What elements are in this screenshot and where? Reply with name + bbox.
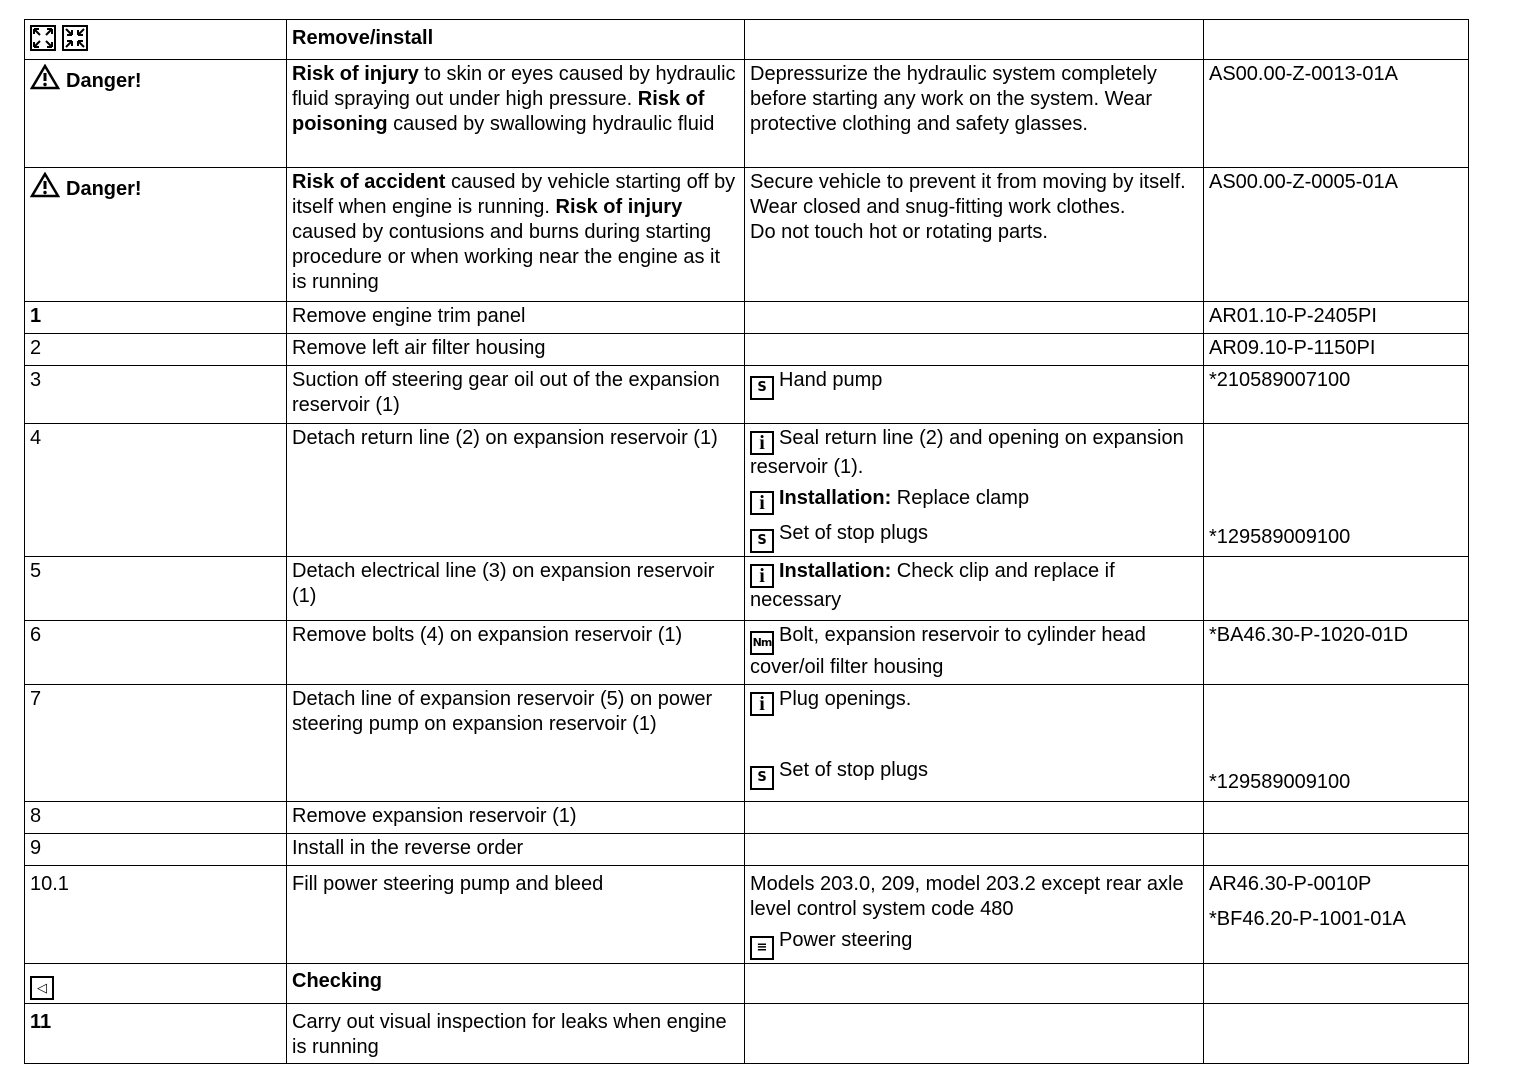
- info-icon: i: [750, 564, 774, 588]
- step-text: Detach return line (2) on expansion reservoir (1): [287, 424, 745, 557]
- remove-icon: [30, 25, 56, 51]
- step-number: 9: [25, 834, 287, 866]
- step-ref: *210589007100: [1204, 366, 1469, 424]
- step-number: 2: [25, 334, 287, 366]
- warning-icon: [30, 172, 60, 198]
- step-number: 6: [25, 621, 287, 685]
- step-text: Suction off steering gear oil out of the expansion reservoir (1): [287, 366, 745, 424]
- step-row: [25, 302, 1469, 334]
- step-number: 4: [25, 424, 287, 557]
- step-ref: AR01.10-P-2405PI: [1204, 302, 1469, 334]
- danger-risk: Risk of injury to skin or eyes caused by hydraulic fluid spraying out under high pressure. Risk of poisoning caused by swallowing hydraulic fluid: [287, 60, 745, 168]
- warning-icon: [30, 64, 60, 90]
- section-title: Checking: [287, 963, 745, 1004]
- step-row: [25, 1004, 1469, 1064]
- step-note: Replace clamp: [891, 487, 1030, 509]
- step-row: 5 Detach electrical line (3) on expansion reservoir (1) i Installation: Check clip and replace if necessary: [25, 557, 1469, 621]
- step-row: [25, 685, 1469, 802]
- step-note: Plug openings.: [779, 688, 912, 710]
- tool-icon: S: [750, 766, 774, 790]
- step-note: Power steering: [779, 929, 913, 951]
- step-ref: AR46.30-P-0010P: [1209, 873, 1372, 895]
- step-number: 3: [25, 366, 287, 424]
- info-icon: i: [750, 491, 774, 515]
- step-row: [25, 834, 1469, 866]
- step-note: Bolt, expansion reservoir to cylinder head cover/oil filter housing: [750, 624, 1146, 678]
- step-row: [25, 366, 1469, 424]
- step-number: 10.1: [25, 866, 287, 964]
- procedure-table: [24, 19, 1469, 1064]
- danger-label: Danger!: [66, 178, 142, 200]
- tool-icon: S: [750, 529, 774, 553]
- header-icons-cell: [25, 20, 287, 60]
- step-text: Remove bolts (4) on expansion reservoir (1): [287, 621, 745, 685]
- step-text: Install in the reverse order: [287, 834, 745, 866]
- install-icon: [62, 25, 88, 51]
- danger-ref: AS00.00-Z-0005-01A: [1204, 168, 1469, 302]
- step-ref: *129589009100: [1204, 424, 1469, 557]
- step-ref: *BA46.30-P-1020-01D: [1204, 621, 1469, 685]
- section-title: Remove/install: [287, 20, 745, 60]
- step-ref: *BF46.20-P-1001-01A: [1209, 908, 1406, 930]
- danger-measure: Secure vehicle to prevent it from moving by itself. Wear closed and snug-fitting work clothes. Do not touch hot or rotating parts.: [745, 168, 1204, 302]
- header-row: [25, 20, 1469, 60]
- step-note: Hand pump: [779, 369, 883, 391]
- check-icon: ◁: [30, 976, 54, 1000]
- step-note: Check clip and replace if necessary: [750, 560, 1115, 611]
- torque-icon: Nm: [750, 631, 774, 655]
- tool-icon: S: [750, 376, 774, 400]
- info-icon: i: [750, 692, 774, 716]
- step-number: 8: [25, 802, 287, 834]
- danger-label: Danger!: [66, 70, 142, 92]
- step-note: Models 203.0, 209, model 203.2 except rear axle level control system code 480: [750, 873, 1184, 920]
- step-row: [25, 621, 1469, 685]
- step-ref: AR09.10-P-1150PI: [1204, 334, 1469, 366]
- step-note: Seal return line (2) and opening on expansion reservoir (1).: [750, 427, 1184, 478]
- info-icon: i: [750, 431, 774, 455]
- step-text: Fill power steering pump and bleed: [287, 866, 745, 964]
- step-number: 1: [25, 302, 287, 334]
- step-text: Remove left air filter housing: [287, 334, 745, 366]
- step-number: 5: [25, 557, 287, 621]
- step-ref: *129589009100: [1204, 685, 1469, 802]
- danger-risk: Risk of accident caused by vehicle starting off by itself when engine is running. Risk of injury caused by contusions and burns during starting procedure or when working near the engine as it is running: [287, 168, 745, 302]
- step-text: Remove expansion reservoir (1): [287, 802, 745, 834]
- step-number: 11: [25, 1004, 287, 1064]
- step-row: [25, 802, 1469, 834]
- step-note: Set of stop plugs: [779, 759, 928, 781]
- danger-row: [25, 60, 1469, 168]
- danger-measure: Depressurize the hydraulic system completely before starting any work on the system. Wear protective clothing and safety glasses.: [745, 60, 1204, 168]
- step-text: Detach line of expansion reservoir (5) on power steering pump on expansion reservoir (1): [287, 685, 745, 802]
- step-text: Detach electrical line (3) on expansion reservoir (1): [287, 557, 745, 621]
- step-row: 4 Detach return line (2) on expansion reservoir (1) i Seal return line (2) and opening on expansion reservoir (1). i Installation: Replace clamp S Set of stop plugs *129589009100: [25, 424, 1469, 557]
- manual-icon: ≡: [750, 936, 774, 960]
- step-row: [25, 866, 1469, 964]
- checking-row: [25, 963, 1469, 1004]
- step-text: Carry out visual inspection for leaks when engine is running: [287, 1004, 745, 1064]
- step-row: [25, 334, 1469, 366]
- step-number: 7: [25, 685, 287, 802]
- step-text: Remove engine trim panel: [287, 302, 745, 334]
- danger-row: [25, 168, 1469, 302]
- step-note: Set of stop plugs: [779, 522, 928, 544]
- danger-ref: AS00.00-Z-0013-01A: [1204, 60, 1469, 168]
